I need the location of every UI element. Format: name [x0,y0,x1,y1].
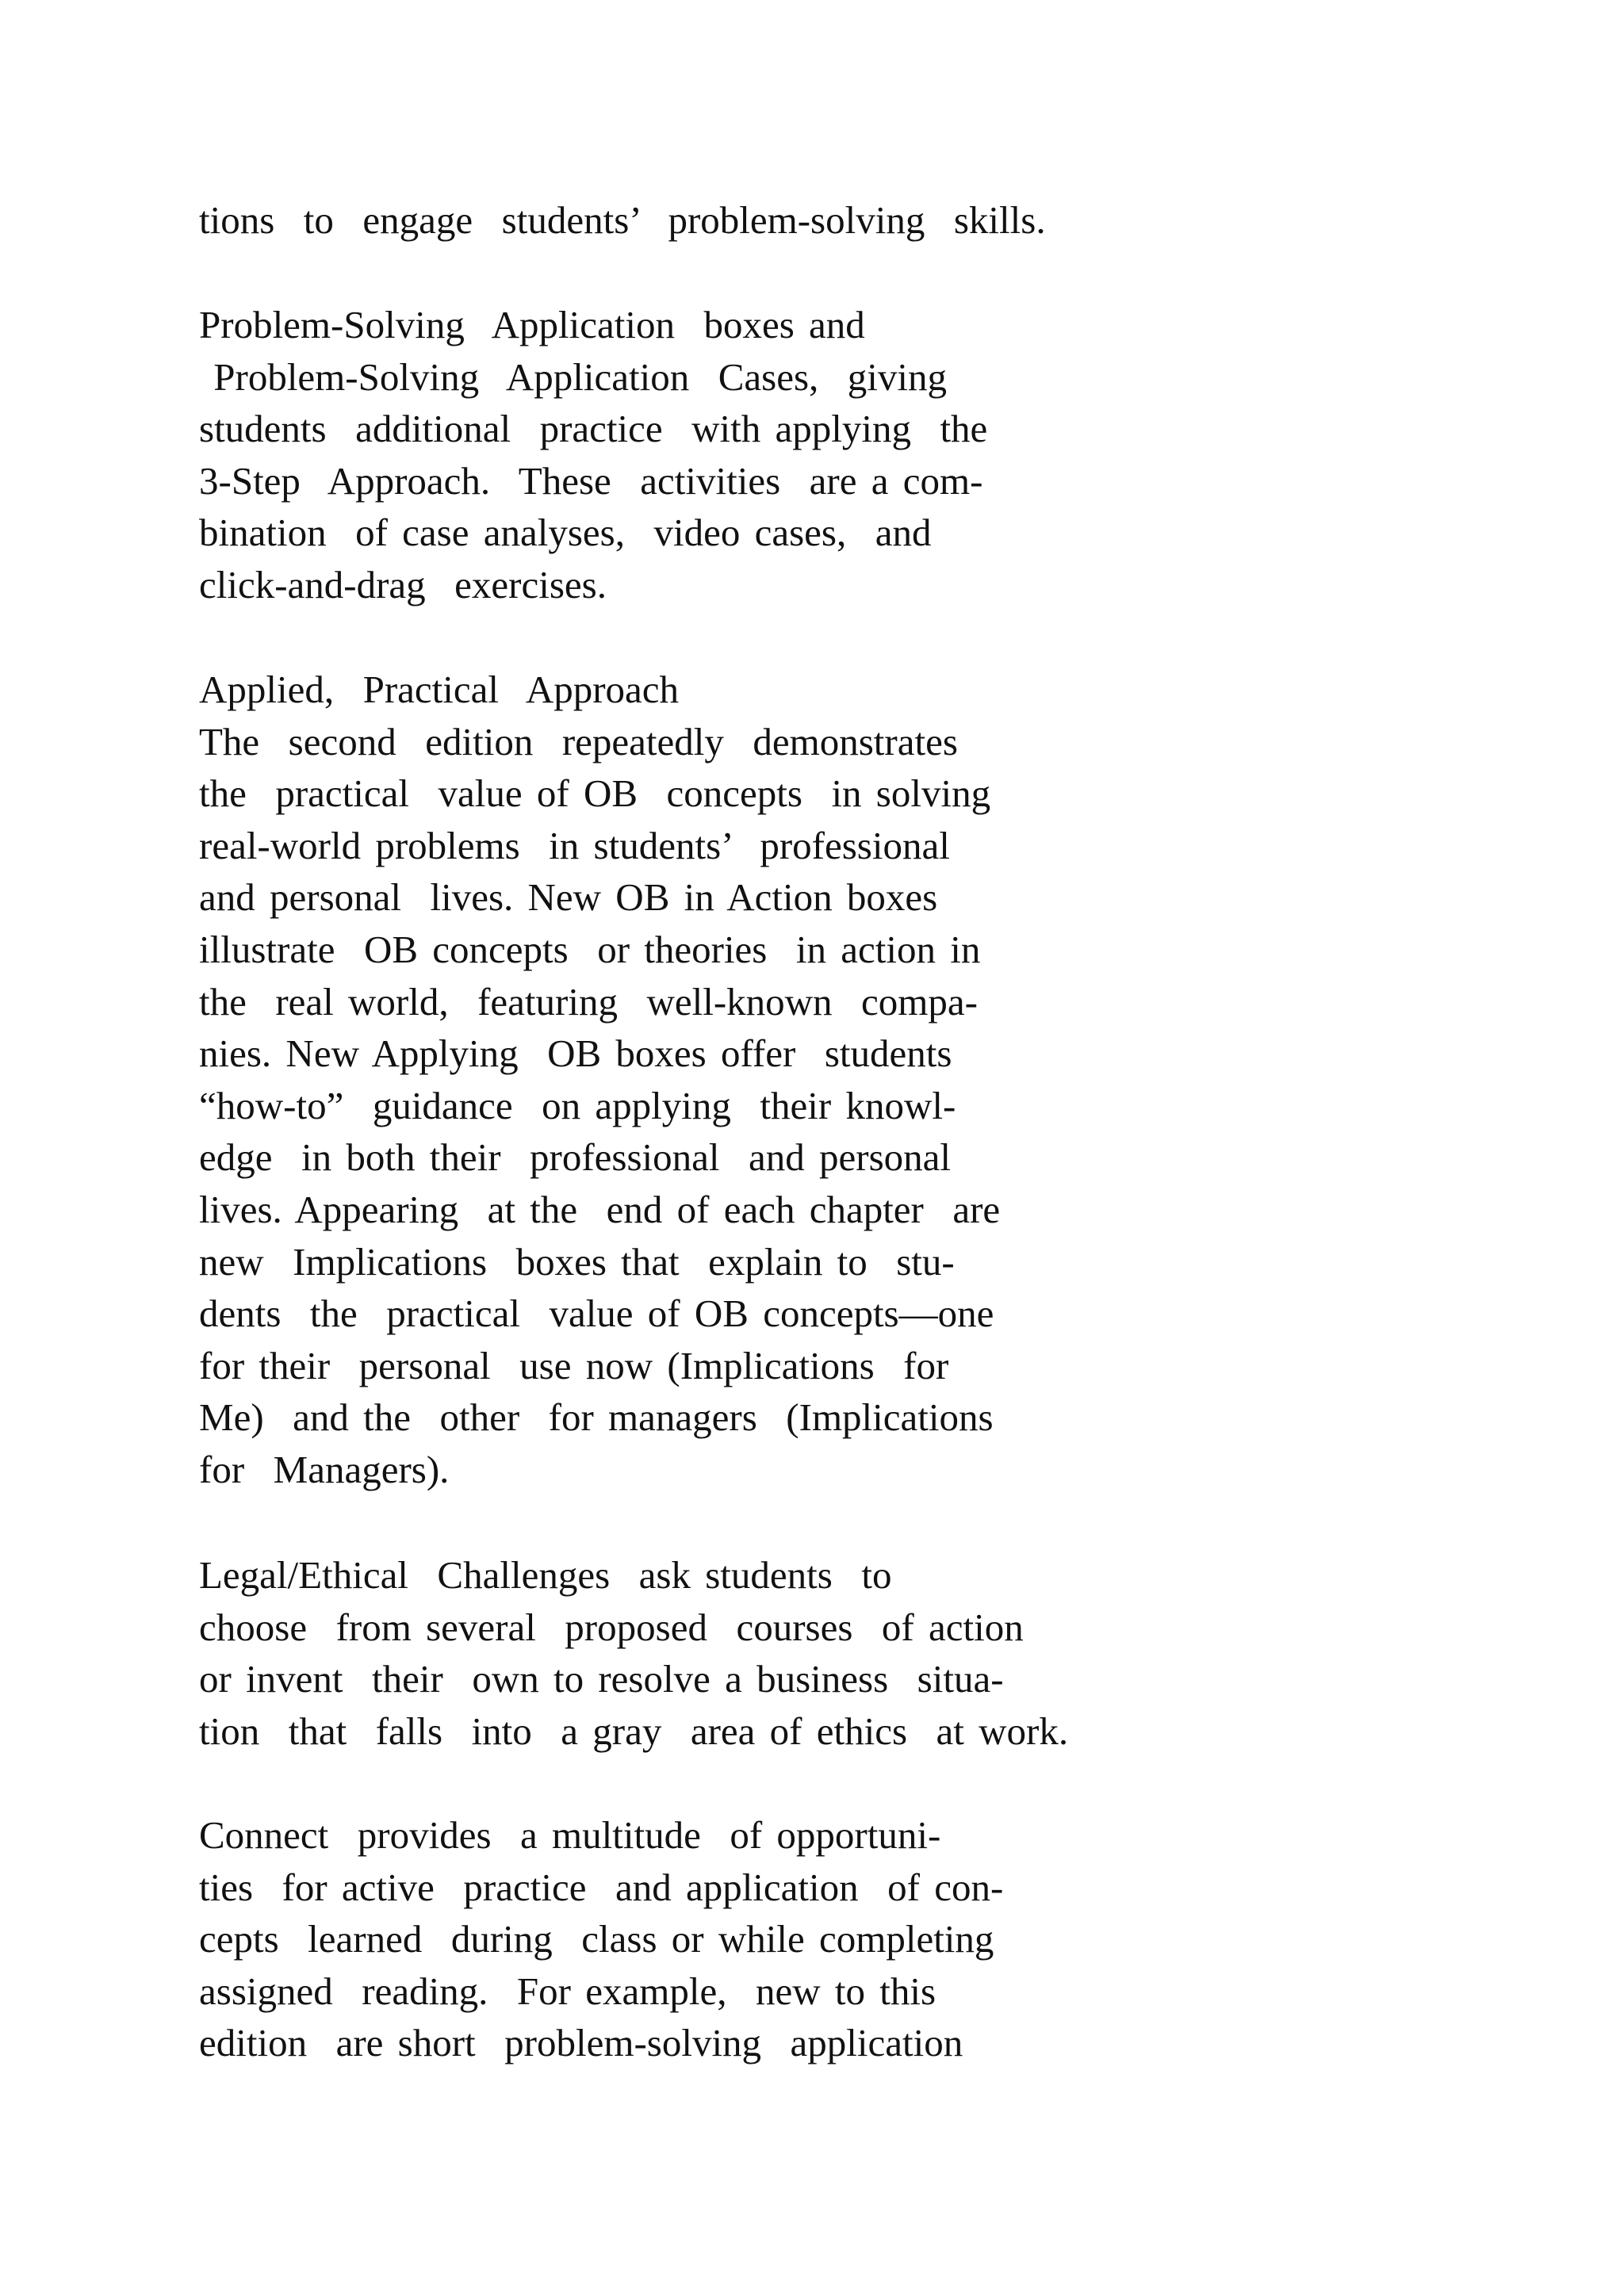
text-line: the real world, featuring well-known compa- [199,979,978,1024]
text-line: tion that falls into a gray area of ethics at work. [199,1709,1069,1753]
paragraph-legal-ethical-challenges [199,1549,1068,1757]
text-line: nies. New Applying OB boxes offer students [199,1031,952,1076]
text-line: students additional practice with applying the [199,407,988,451]
text-line: 3-Step Approach. These activities are a com- [199,458,983,503]
text-line: Connect provides a multitude of opportuni- [199,1813,941,1857]
text-line: choose from several proposed courses of action [199,1605,1024,1649]
text-line: Problem-Solving Application boxes and [199,303,865,346]
text-line: illustrate OB concepts or theories in action in [199,927,981,971]
text-line: The second edition repeatedly demonstrates [199,719,958,763]
text-line: the practical value of OB concepts in solving [199,771,991,816]
section-heading-line: Applied, Practical Approach [199,668,680,711]
paragraph-applied-practical-approach [199,664,1000,1496]
text-line: tions to engage students’ problem-solving skills. [199,198,1046,242]
text-line: Problem-Solving Application Cases, giving [199,354,948,399]
text-line: and personal lives. New OB in Action boxes [199,875,938,920]
text-line: for Managers). [199,1447,450,1491]
text-line: click-and-drag exercises. [199,562,607,607]
text-line: Me) and the other for managers (Implications [199,1395,994,1440]
text-line: real-world problems in students’ professional [199,823,950,867]
text-line: bination of case analyses, video cases, and [199,511,932,555]
text-line: ties for active practice and application of con- [199,1865,1004,1909]
text-line: new Implications boxes that explain to stu- [199,1239,955,1284]
paragraph-connect [199,1809,1003,2069]
text-line: Legal/Ethical Challenges ask students to [199,1553,892,1597]
text-line: for their personal use now (Implications for [199,1343,949,1387]
paragraph-problem-solving-boxes [199,299,987,611]
text-line: edition are short problem-solving application [199,2021,963,2065]
text-line: edge in both their professional and personal [199,1135,952,1180]
text-line: or invent their own to resolve a business situa- [199,1657,1004,1701]
text-line: lives. Appearing at the end of each chapter are [199,1187,1001,1231]
text-line: assigned reading. For example, new to this [199,1969,936,2013]
text-line: cepts learned during class or while completing [199,1917,994,1961]
text-line: “how-to” guidance on applying their knowl- [199,1083,956,1127]
text-line: dents the practical value of OB concepts—one [199,1292,994,1336]
paragraph-fragment-top [199,194,1046,247]
